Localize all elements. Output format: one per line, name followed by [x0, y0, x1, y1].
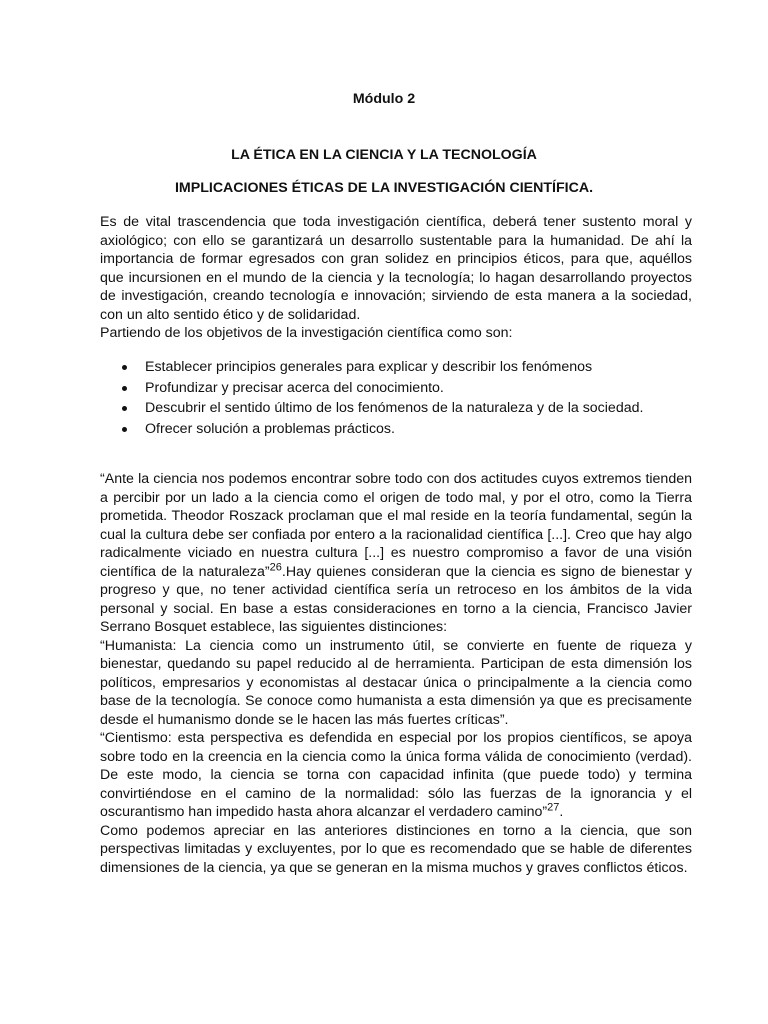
intro-paragraph: [100, 213, 692, 343]
humanist-paragraph: “Humanista: La ciencia como un instrumento útil, se convierte en fuente de riqueza y bienestar, quedando su papel reducido al de herramienta. Participan de esta dimensión los políticos, empresarios y economistas al destacar única o principalmente a la ciencia como base de la tecnología. Se conoce como humanista a esta dimensión ya que es precisamente desde el humanismo donde se le hacen las más fuertes críticas”.: [100, 637, 692, 728]
bullet-icon: [122, 365, 127, 370]
scientism-paragraph: “Cientismo: esta perspectiva es defendida en especial por los propios científicos, se apoya sobre todo en la creencia en la ciencia como la única forma válida de conocimiento (verdad). De este modo, la ciencia se torna con capacidad infinita (que puede todo) y termina convirtiéndose en el camino de la normalidad: sólo las fuerzas de la ignorancia y el oscurantismo han impedido hasta ahora alcanzar el verdadero camino”: [100, 730, 692, 820]
footnote-marker[interactable]: 27: [547, 801, 560, 814]
body-text: [100, 470, 692, 877]
module-title: Módulo 2: [352, 91, 416, 107]
section-title: LA ÉTICA EN LA CIENCIA Y LA TECNOLOGÍA: [231, 147, 537, 163]
closing-paragraph: Como podemos apreciar en las anteriores distinciones en torno a la ciencia, que son perspectivas limitadas y excluyentes, por lo que es recomendado que se hable de diferentes dimensiones de la ciencia, ya que se generan en la misma muchos y graves conflictos éticos.: [100, 822, 692, 876]
list-item-text: Profundizar y precisar acerca del conocimiento.: [145, 379, 444, 396]
list-item-text: Ofrecer solución a problemas prácticos.: [145, 420, 395, 437]
bullet-icon: [122, 386, 127, 391]
bullet-icon: [122, 406, 127, 411]
list-item: [100, 379, 692, 398]
objectives-list: [100, 358, 692, 440]
list-item: [100, 420, 692, 439]
scientism-paragraph-end: .: [559, 804, 564, 820]
list-item-text: Establecer principios generales para explicar y describir los fenómenos: [145, 359, 593, 375]
list-item: [100, 399, 692, 418]
quote-paragraph: “Ante la ciencia nos podemos encontrar sobre todo con dos actitudes cuyos extremos tienden a percibir por un lado a la ciencia como el origen de todo mal, y por el otro, como la Tierra prometida. Theodor Roszack proclaman que el mal reside en la teoría fundamental, según la cual la cultura debe ser confiada por entero a la racionalidad científica [...]. Creo que hay algo radicalmente viciado en nuestra cultura [...] es nuestro compromiso a favor de una visión científica de la naturaleza”: [100, 471, 692, 580]
footnote-marker[interactable]: 26: [269, 560, 282, 573]
objectives-intro: Partiendo de los objetivos de la investigación científica como son:: [100, 325, 513, 341]
list-item-text: Descubrir el sentido último de los fenómenos de la naturaleza y de la sociedad.: [145, 400, 644, 416]
intro-text: Es de vital trascendencia que toda investigación científica, deberá tener sustento moral y axiológico; con ello se garantizará un desarrollo sustentable para la humanidad. De ahí la importancia de formar egresados con gran solidez en principios éticos, para que, aquéllos que incursionen en el mundo de la ciencia y la tecnología; lo hagan desarrollando proyectos de investigación, creando tecnología e innovación; sirviendo de esta manera a la sociedad, con un alto sentido ético y de solidaridad.: [100, 214, 692, 323]
subsection-title: IMPLICACIONES ÉTICAS DE LA INVESTIGACIÓN CIENTÍFICA.: [174, 180, 594, 196]
bullet-icon: [122, 427, 127, 432]
list-item: [100, 358, 692, 377]
quote-paragraph-continuation: .Hay quienes consideran que la ciencia es signo de bienestar y progreso y que, no tener actividad científica sería un retroceso en los ámbitos de la vida personal y social. En base a estas consideraciones en torno a la ciencia, Francisco Javier Serrano Bosquet establece, las siguientes distinciones:: [100, 563, 692, 635]
